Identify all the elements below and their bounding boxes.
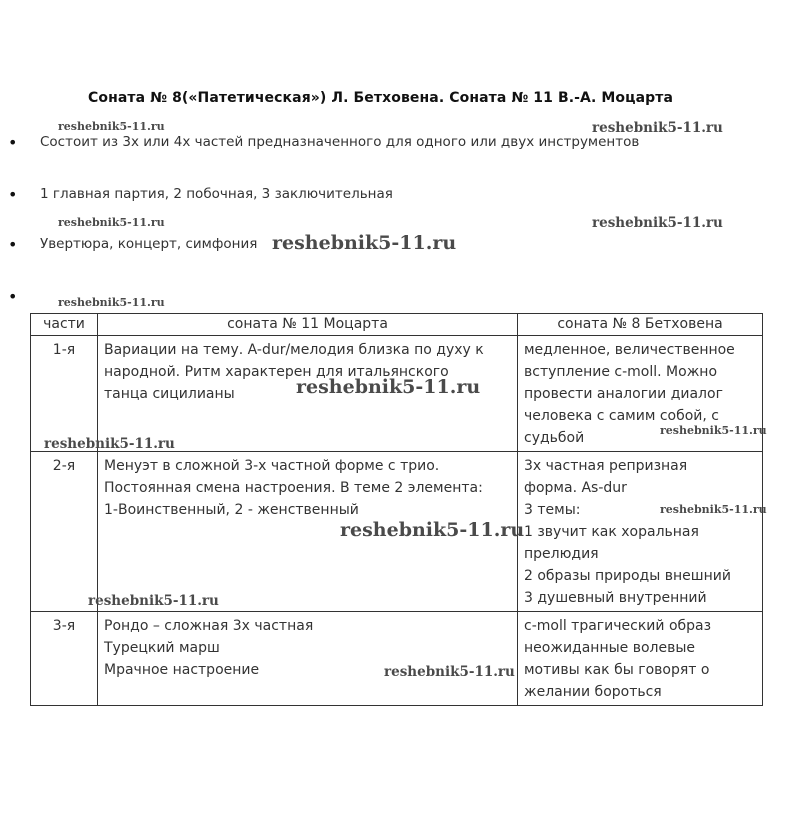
bullet-marker: •	[8, 235, 18, 254]
beethoven-cell	[518, 452, 763, 612]
watermark: reshebnik5-11.ru	[592, 120, 723, 136]
cell-line: Рондо – сложная 3х частная	[104, 618, 314, 634]
cell-line: человека с самим собой, с	[524, 408, 720, 424]
cell-line: желании бороться	[524, 684, 662, 700]
beethoven-cell	[518, 612, 763, 706]
comparison-table	[30, 313, 763, 706]
cell-line: 2 образы природы внешний	[524, 568, 731, 584]
bullet-marker: •	[8, 287, 18, 306]
cell-line: 3х частная репризная	[524, 458, 688, 474]
cell-line: Вариации на тему. A-dur/мелодия близка по духу к	[104, 342, 484, 358]
watermark: reshebnik5-11.ru	[296, 376, 481, 398]
document-title: Соната № 8(«Патетическая») Л. Бетховена. Соната № 11 В.-А. Моцарта	[88, 90, 674, 106]
cell-line: форма. As-dur	[524, 480, 627, 496]
cell-line: народной. Ритм характерен для итальянского	[104, 364, 449, 380]
watermark: reshebnik5-11.ru	[384, 664, 515, 680]
cell-line: 1-Воинственный, 2 - женственный	[104, 502, 359, 518]
cell-line: судьбой	[524, 430, 585, 446]
mozart-cell	[98, 612, 518, 706]
watermark: reshebnik5-11.ru	[660, 503, 767, 516]
bullet-text: Состоит из 3х или 4х частей предназначенного для одного или двух инструментов	[40, 134, 640, 150]
cell-line: Постоянная смена настроения. В теме 2 элемента:	[104, 480, 483, 496]
watermark: reshebnik5-11.ru	[44, 436, 175, 452]
column-header-mozart: соната № 11 Моцарта	[98, 314, 518, 336]
cell-line: 3 душевный внутренний	[524, 590, 707, 606]
watermark: reshebnik5-11.ru	[88, 593, 219, 609]
column-header-beethoven: соната № 8 Бетховена	[518, 314, 763, 336]
watermark: reshebnik5-11.ru	[272, 232, 457, 254]
cell-line: танца сицилианы	[104, 386, 235, 402]
bullet-marker: •	[8, 185, 18, 204]
cell-line: мотивы как бы говорят о	[524, 662, 710, 678]
table-header-row	[31, 314, 763, 336]
watermark: reshebnik5-11.ru	[58, 120, 165, 133]
cell-line: медленное, величественное	[524, 342, 735, 358]
table-row	[31, 612, 763, 706]
watermark: reshebnik5-11.ru	[592, 215, 723, 231]
cell-line: прелюдия	[524, 546, 599, 562]
watermark: reshebnik5-11.ru	[58, 296, 165, 309]
cell-line: неожиданные волевые	[524, 640, 696, 656]
cell-line: Менуэт в сложной 3-х частной форме с трио.	[104, 458, 440, 474]
watermark: reshebnik5-11.ru	[58, 216, 165, 229]
column-header-parts: части	[31, 314, 98, 336]
bullet-text: 1 главная партия, 2 побочная, 3 заключительная	[40, 186, 393, 202]
watermark: reshebnik5-11.ru	[340, 519, 525, 541]
cell-line: c-moll трагический образ	[524, 618, 712, 634]
bullet-text: Увертюра, концерт, симфония	[40, 236, 258, 252]
cell-line: 3 темы:	[524, 502, 581, 518]
cell-line: 1 звучит как хоральная	[524, 524, 699, 540]
cell-line: Мрачное настроение	[104, 662, 260, 678]
bullet-marker: •	[8, 133, 18, 152]
part-number: 3-я	[31, 612, 98, 706]
cell-line: вступление c-moll. Можно	[524, 364, 718, 380]
cell-line: провести аналогии диалог	[524, 386, 723, 402]
watermark: reshebnik5-11.ru	[660, 424, 767, 437]
part-number: 1-я	[31, 336, 98, 452]
part-number: 2-я	[31, 452, 98, 612]
cell-line: Турецкий марш	[104, 640, 220, 656]
